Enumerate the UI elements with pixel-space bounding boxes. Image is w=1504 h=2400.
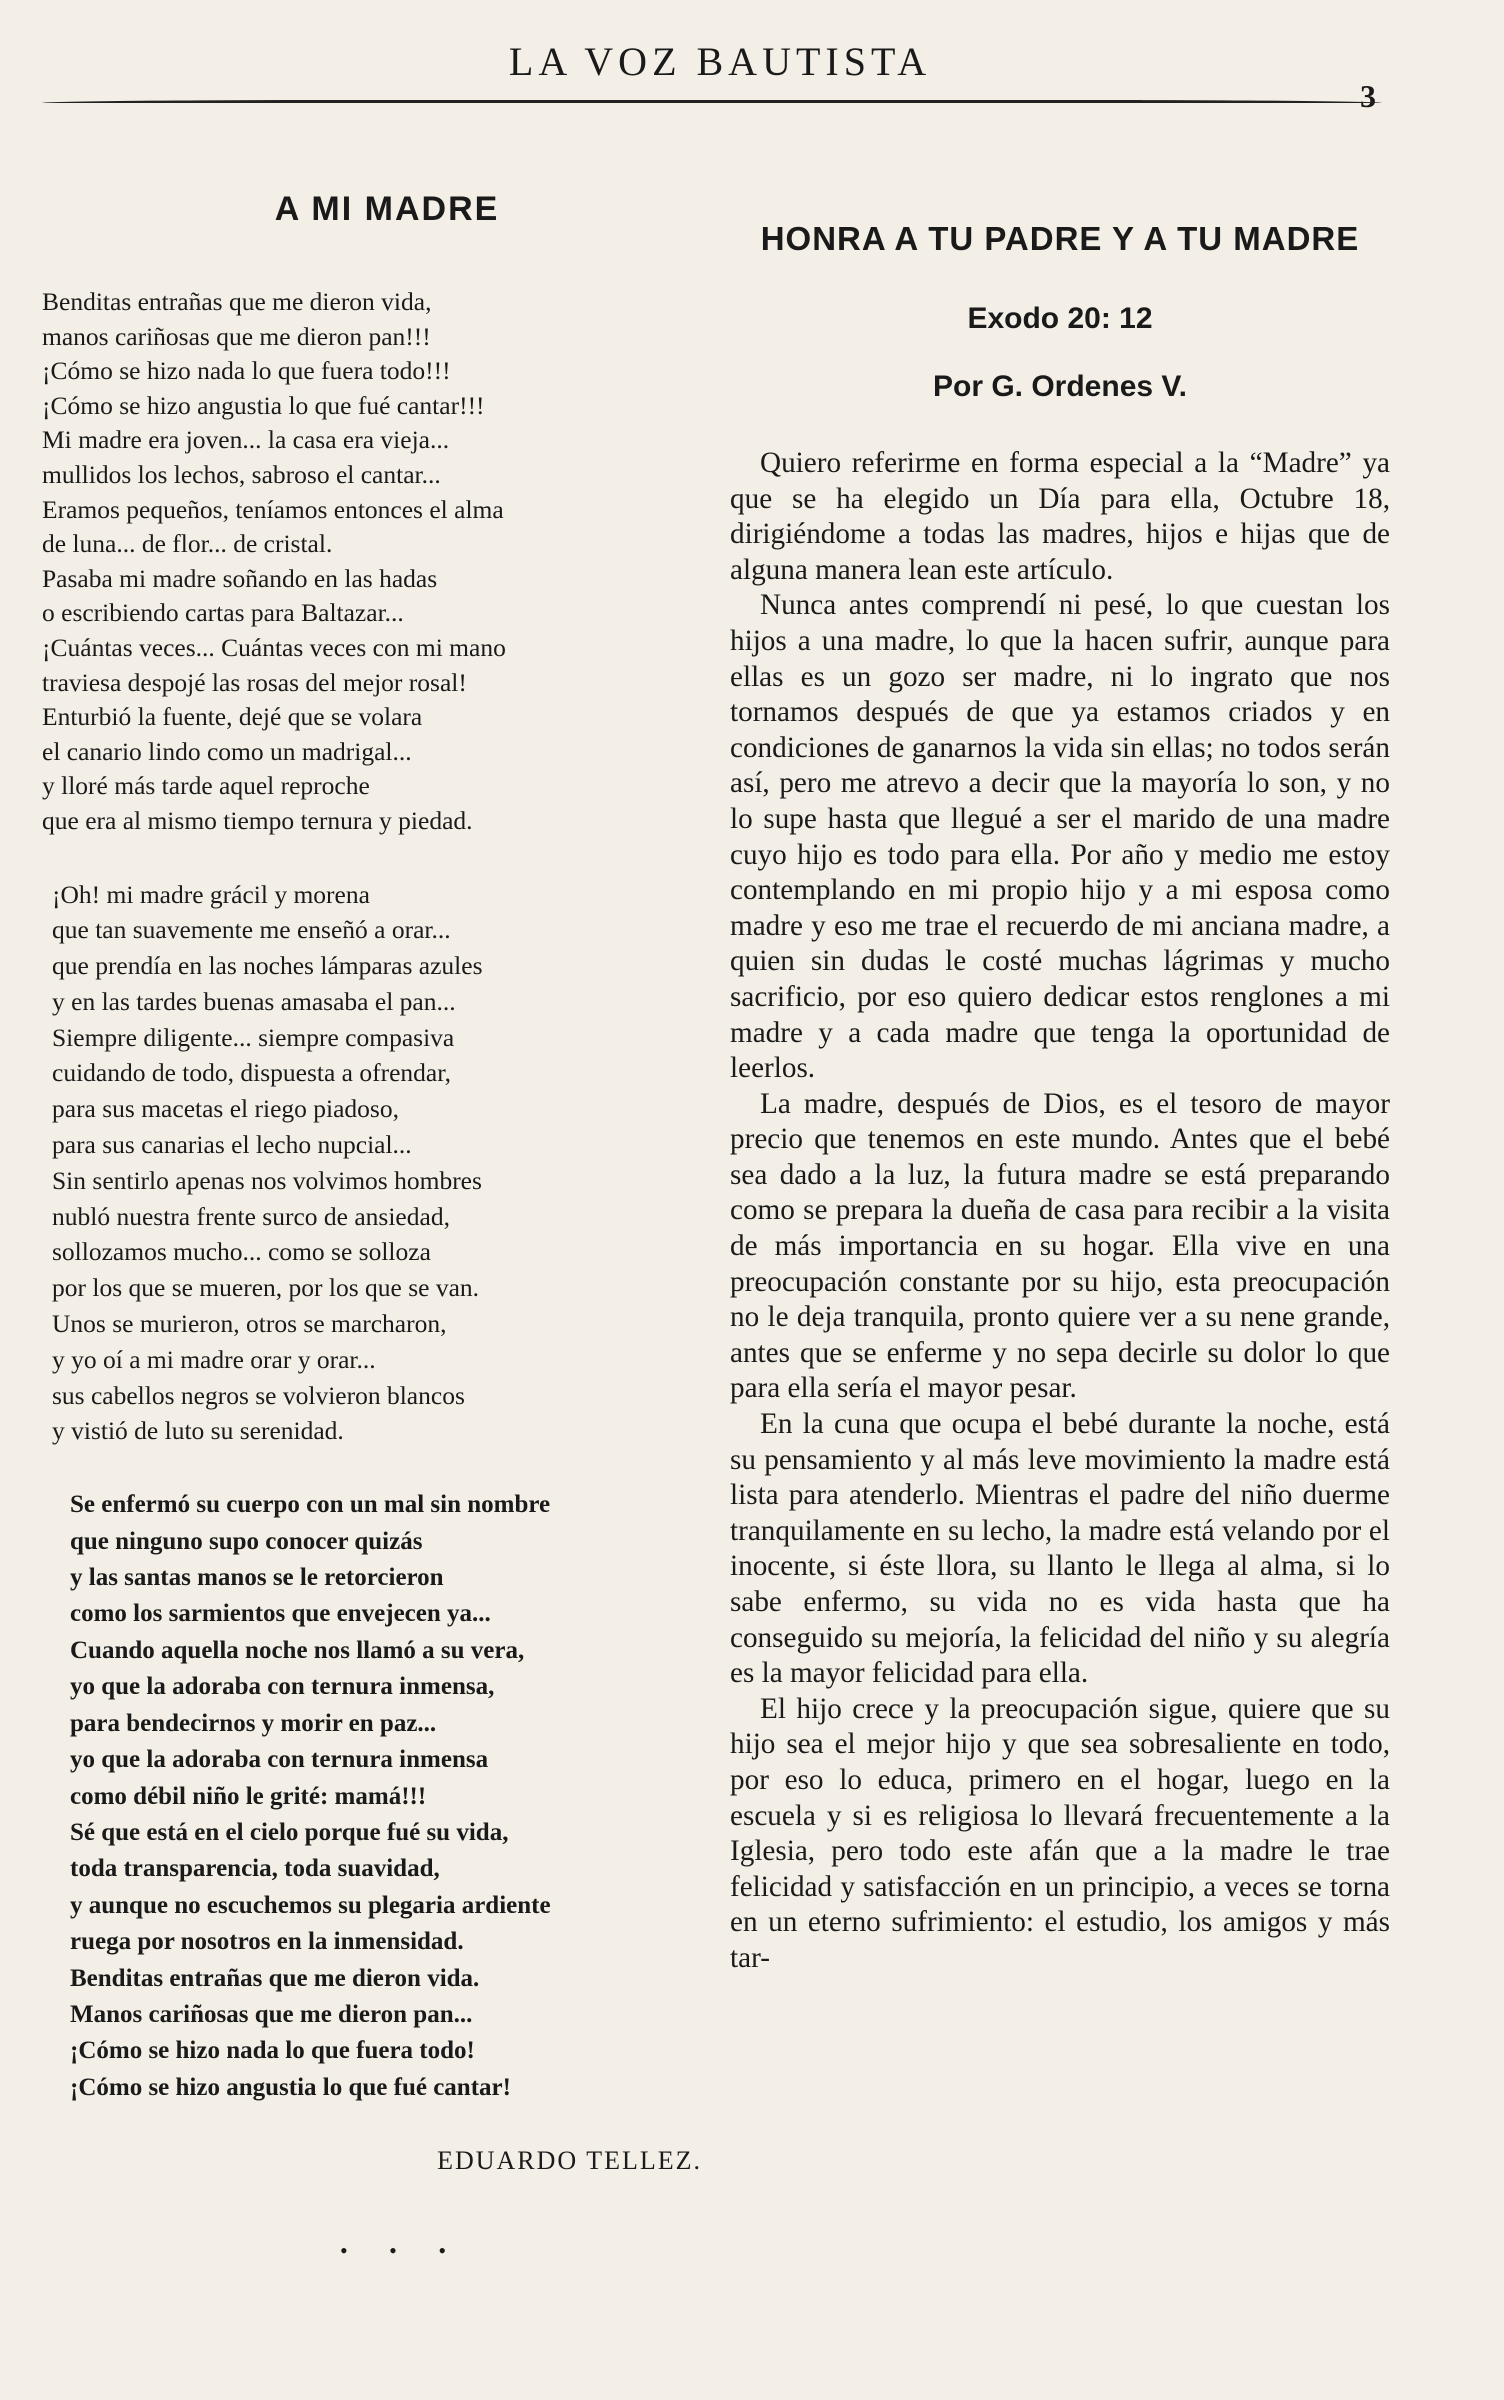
- poem-line: el canario lindo como un madrigal...: [42, 736, 412, 766]
- article-body: [730, 446, 1390, 1977]
- poem-column: [42, 190, 702, 2264]
- article-paragraph: La madre, después de Dios, es el tesoro de mayor precio que tenemos en este mundo. Antes que el bebé sea dado a la luz, la futura madre se está preparando como se prepara la dueña de casa para recibir a la visita de más importancia en su hogar. Ella vive en una preocupación constante por su hijo, esta preocupación no le deja tranquila, pronto quiere ver a su nene grande, antes que se enferme y no sepa decirle su dolor lo que para ella sería el mayor pesar.: [730, 1087, 1390, 1405]
- article-paragraph: Nunca antes comprendí ni pesé, lo que cuestan los hijos a una madre, lo que la hacen sufrir, aunque para ellas es un gozo ser madre, ni lo ingrato que nos tornamos después de que ya estamos criados y en condiciones de ganarnos la vida sin ellas; no todos serán así, pero me atrevo a decir que la mayoría lo son, y no lo supe hasta que llegué a ser el marido de una madre cuyo hijo es todo para ella. Por año y medio me estoy contemplando en mi propio hijo y a mi esposa como madre y eso me trae el recuerdo de mi anciana madre, a quien sin dudas le costé muchas lágrimas y mucho sacrificio, por eso quiero dedicar estos renglones a mi madre y a cada madre que tenga la oportunidad de leerlos.: [730, 589, 1390, 1085]
- poem-line: para bendecirnos y morir en paz...: [70, 1709, 437, 1737]
- poem-line: manos cariñosas que me dieron pan!!!: [42, 321, 431, 351]
- article-column: [730, 220, 1390, 1977]
- poem-body: [42, 285, 702, 2106]
- poem-line: que ninguno supo conocer quizás: [70, 1527, 423, 1555]
- poem-line: traviesa despojé las rosas del mejor rosal!: [42, 667, 467, 697]
- poem-line: y vistió de luto su serenidad.: [52, 1416, 344, 1446]
- poem-line: ¡Oh! mi madre grácil y morena: [52, 879, 370, 909]
- ornament-dots: • • •: [339, 2238, 465, 2264]
- poem-line: ¡Cómo se hizo angustia lo que fué cantar!!!: [42, 390, 485, 420]
- poem-line: y aunque no escuchemos su plegaria ardiente: [70, 1891, 551, 1919]
- poem-line: como débil niño le grité: mamá!!!: [70, 1782, 427, 1810]
- poem-line: Benditas entrañas que me dieron vida,: [42, 287, 432, 316]
- poem-line: para sus macetas el riego piadoso,: [52, 1094, 399, 1124]
- poem-line: sollozamos mucho... como se solloza: [52, 1237, 431, 1267]
- poem-line: Mi madre era joven... la casa era vieja...: [42, 425, 450, 455]
- poem-line: o escribiendo cartas para Baltazar...: [42, 598, 404, 628]
- poem-line: Sin sentirlo apenas nos volvimos hombres: [52, 1165, 482, 1195]
- page-number: 3: [1360, 78, 1376, 114]
- poem-author: EDUARDO TELLEZ.: [437, 2146, 702, 2176]
- poem-line: que tan suavemente me enseñó a orar...: [52, 915, 451, 945]
- poem-line: ¡Cuántas veces... Cuántas veces con mi mano: [42, 632, 506, 662]
- article-reference: Exodo 20: 12: [967, 302, 1153, 335]
- poem-line: ¡Cómo se hizo nada lo que fuera todo!!!: [42, 356, 451, 386]
- poem-line: para sus canarias el lecho nupcial...: [52, 1130, 412, 1160]
- running-title: LA VOZ BAUTISTA: [508, 39, 932, 84]
- poem-line: Siempre diligente... siempre compasiva: [52, 1022, 455, 1052]
- poem-line: Enturbió la fuente, dejé que se volara: [42, 702, 423, 732]
- poem-line: toda transparencia, toda suavidad,: [70, 1855, 440, 1883]
- poem-line: Manos cariñosas que me dieron pan...: [70, 2000, 473, 2028]
- poem-line: Se enfermó su cuerpo con un mal sin nombre: [70, 1491, 551, 1519]
- poem-line: y las santas manos se le retorcieron: [70, 1564, 444, 1592]
- poem-title: A MI MADRE: [274, 190, 500, 228]
- article-byline: Por G. Ordenes V.: [933, 370, 1187, 403]
- article-title: HONRA A TU PADRE Y A TU MADRE: [760, 220, 1360, 257]
- poem-line: de luna... de flor... de cristal.: [42, 529, 333, 559]
- article-paragraph: En la cuna que ocupa el bebé durante la noche, está su pensamiento y al más leve movimiento la madre está lista para atenderlo. Mientras el padre del niño duerme tranquilamente en su lecho, la madre está velando por el inocente, si éste llora, su llanto le llega al alma, si lo sabe enfermo, su vida no es vida hasta que ha conseguido su mejoría, la felicidad del niño y su alegría es la mayor felicidad para ella.: [730, 1408, 1390, 1690]
- poem-line: cuidando de todo, dispuesta a ofrendar,: [52, 1058, 452, 1088]
- poem-line: ¡Cómo se hizo angustia lo que fué cantar!: [70, 2073, 511, 2101]
- poem-line: nubló nuestra frente surco de ansiedad,: [52, 1201, 450, 1231]
- poem-line: ¡Cómo se hizo nada lo que fuera todo!: [70, 2037, 475, 2065]
- poem-line: que era al mismo tiempo ternura y piedad.: [42, 805, 473, 835]
- poem-stanza: [52, 877, 702, 1450]
- poem-line: y en las tardes buenas amasaba el pan...: [52, 986, 456, 1016]
- poem-line: Sé que está en el cielo porque fué su vida,: [70, 1818, 509, 1846]
- poem-line: y lloré más tarde aquel reproche: [42, 771, 370, 801]
- poem-line: ruega por nosotros en la inmensidad.: [70, 1928, 464, 1956]
- poem-line: sus cabellos negros se volvieron blancos: [52, 1380, 465, 1410]
- article-paragraph: Quiero referirme en forma especial a la “Madre” ya que se ha elegido un Día para ella, Octubre 18, dirigiéndome a todas las madres, hijos e hijas que de alguna manera lean este artículo.: [730, 447, 1390, 586]
- poem-line: que prendía en las noches lámparas azules: [52, 951, 483, 981]
- poem-line: yo que la adoraba con ternura inmensa,: [70, 1673, 495, 1701]
- poem-line: Cuando aquella noche nos llamó a su vera,: [70, 1636, 525, 1664]
- poem-line: mullidos los lechos, sabroso el cantar...: [42, 459, 441, 489]
- poem-line: como los sarmientos que envejecen ya...: [70, 1600, 491, 1628]
- poem-line: y yo oí a mi madre orar y orar...: [52, 1344, 376, 1374]
- poem-line: Benditas entrañas que me dieron vida.: [70, 1964, 480, 1992]
- poem-line: por los que se mueren, por los que se van.: [52, 1273, 480, 1303]
- poem-line: yo que la adoraba con ternura inmensa: [70, 1746, 489, 1774]
- poem-line: Eramos pequeños, teníamos entonces el alma: [42, 494, 504, 524]
- poem-line: Unos se murieron, otros se marcharon,: [52, 1309, 447, 1339]
- poem-stanza: [70, 1487, 702, 2106]
- poem-line: Pasaba mi madre soñando en las hadas: [42, 563, 438, 593]
- poem-stanza: [42, 285, 702, 839]
- article-paragraph: El hijo crece y la preocupación sigue, quiere que su hijo sea el mejor hijo y que sea sobresaliente en todo, por eso lo educa, primero en el hogar, luego en la escuela y si es religiosa lo llevará frecuentemente a la Iglesia, pero todo este afán que a la madre le trae felicidad y satisfacción en un principio, a veces se torna en un eterno sufrimiento: el estudio, los amigos y más tar-: [730, 1692, 1390, 1974]
- header-rule: [42, 100, 1382, 103]
